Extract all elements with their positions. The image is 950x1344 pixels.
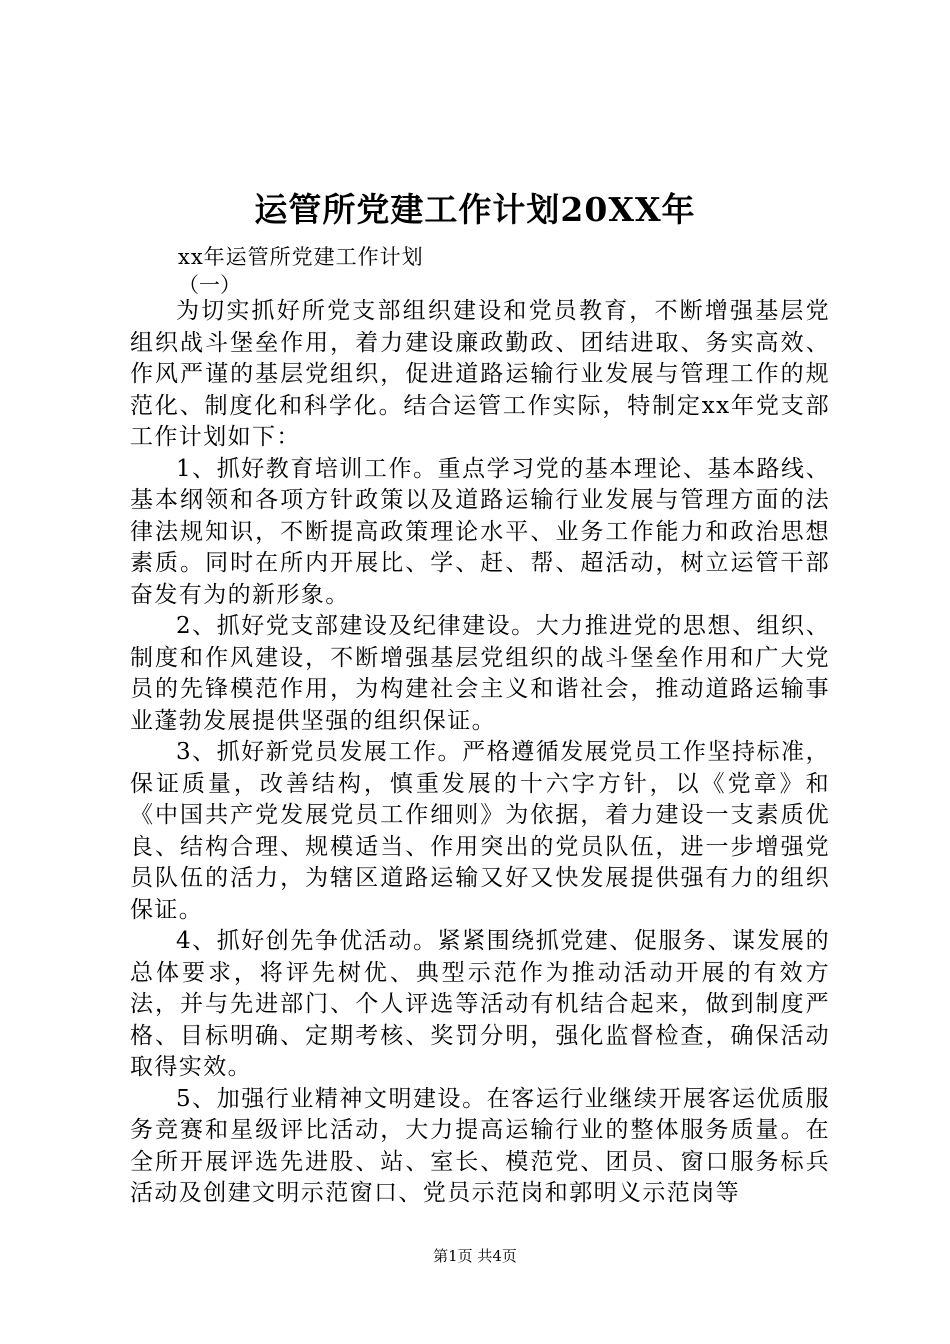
item-2-paragraph: 2、抓好党支部建设及纪律建设。大力推进党的思想、组织、制度和作风建设，不断增强基层党组织的战斗堡垒作用和广大党员的先锋模范作用，为构建社会主义和谐社会，推动道路运输事业蓬勃发展提供坚强的组织保证。 <box>130 613 830 734</box>
section-number: （一） <box>178 273 241 297</box>
document-subtitle: xx年运管所党建工作计划 <box>178 245 424 269</box>
item-3-paragraph: 3、抓好新党员发展工作。严格遵循发展党员工作坚持标准，保证质量，改善结构，慎重发展的十六字方针，以《党章》和《中国共产党发展党员工作细则》为依据，着力建设一支素质优良、结构合理、规模适当、作用突出的党员队伍，进一步增强党员队伍的活力，为辖区道路运输又好又快发展提供强有力的组织保证。 <box>130 739 830 923</box>
item-1-paragraph: 1、抓好教育培训工作。重点学习党的基本理论、基本路线、基本纲领和各项方针政策以及道路运输行业发展与管理方面的法律法规知识，不断提高政策理论水平、业务工作能力和政治思想素质。同时在所内开展比、学、赶、帮、超活动，树立运管干部奋发有为的新形象。 <box>130 455 830 608</box>
intro-paragraph: 为切实抓好所党支部组织建设和党员教育，不断增强基层党组织战斗堡垒作用，着力建设廉政勤政、团结进取、务实高效、作风严谨的基层党组织，促进道路运输行业发展与管理工作的规范化、制度化和科学化。结合运管工作实际，特制定xx年党支部工作计划如下： <box>130 298 830 450</box>
document-body <box>130 296 830 1210</box>
page-footer: 第1页 共4页 <box>433 1247 517 1265</box>
item-4-paragraph: 4、抓好创先争优活动。紧紧围绕抓党建、促服务、谋发展的总体要求，将评先树优、典型示范作为推动活动开展的有效方法，并与先进部门、个人评选等活动有机结合起来，做到制度严格、目标明确、定期考核、奖罚分明，强化监督检查，确保活动取得实效。 <box>130 928 830 1080</box>
item-5-paragraph: 5、加强行业精神文明建设。在客运行业继续开展客运优质服务竞赛和星级评比活动，大力提高运输行业的整体服务质量。在全所开展评选先进股、站、室长、模范党、团员、窗口服务标兵活动及创建文明示范窗口、党员示范岗和郭明义示范岗等 <box>130 1085 830 1206</box>
document-title: 运管所党建工作计划20XX年 <box>254 190 696 229</box>
